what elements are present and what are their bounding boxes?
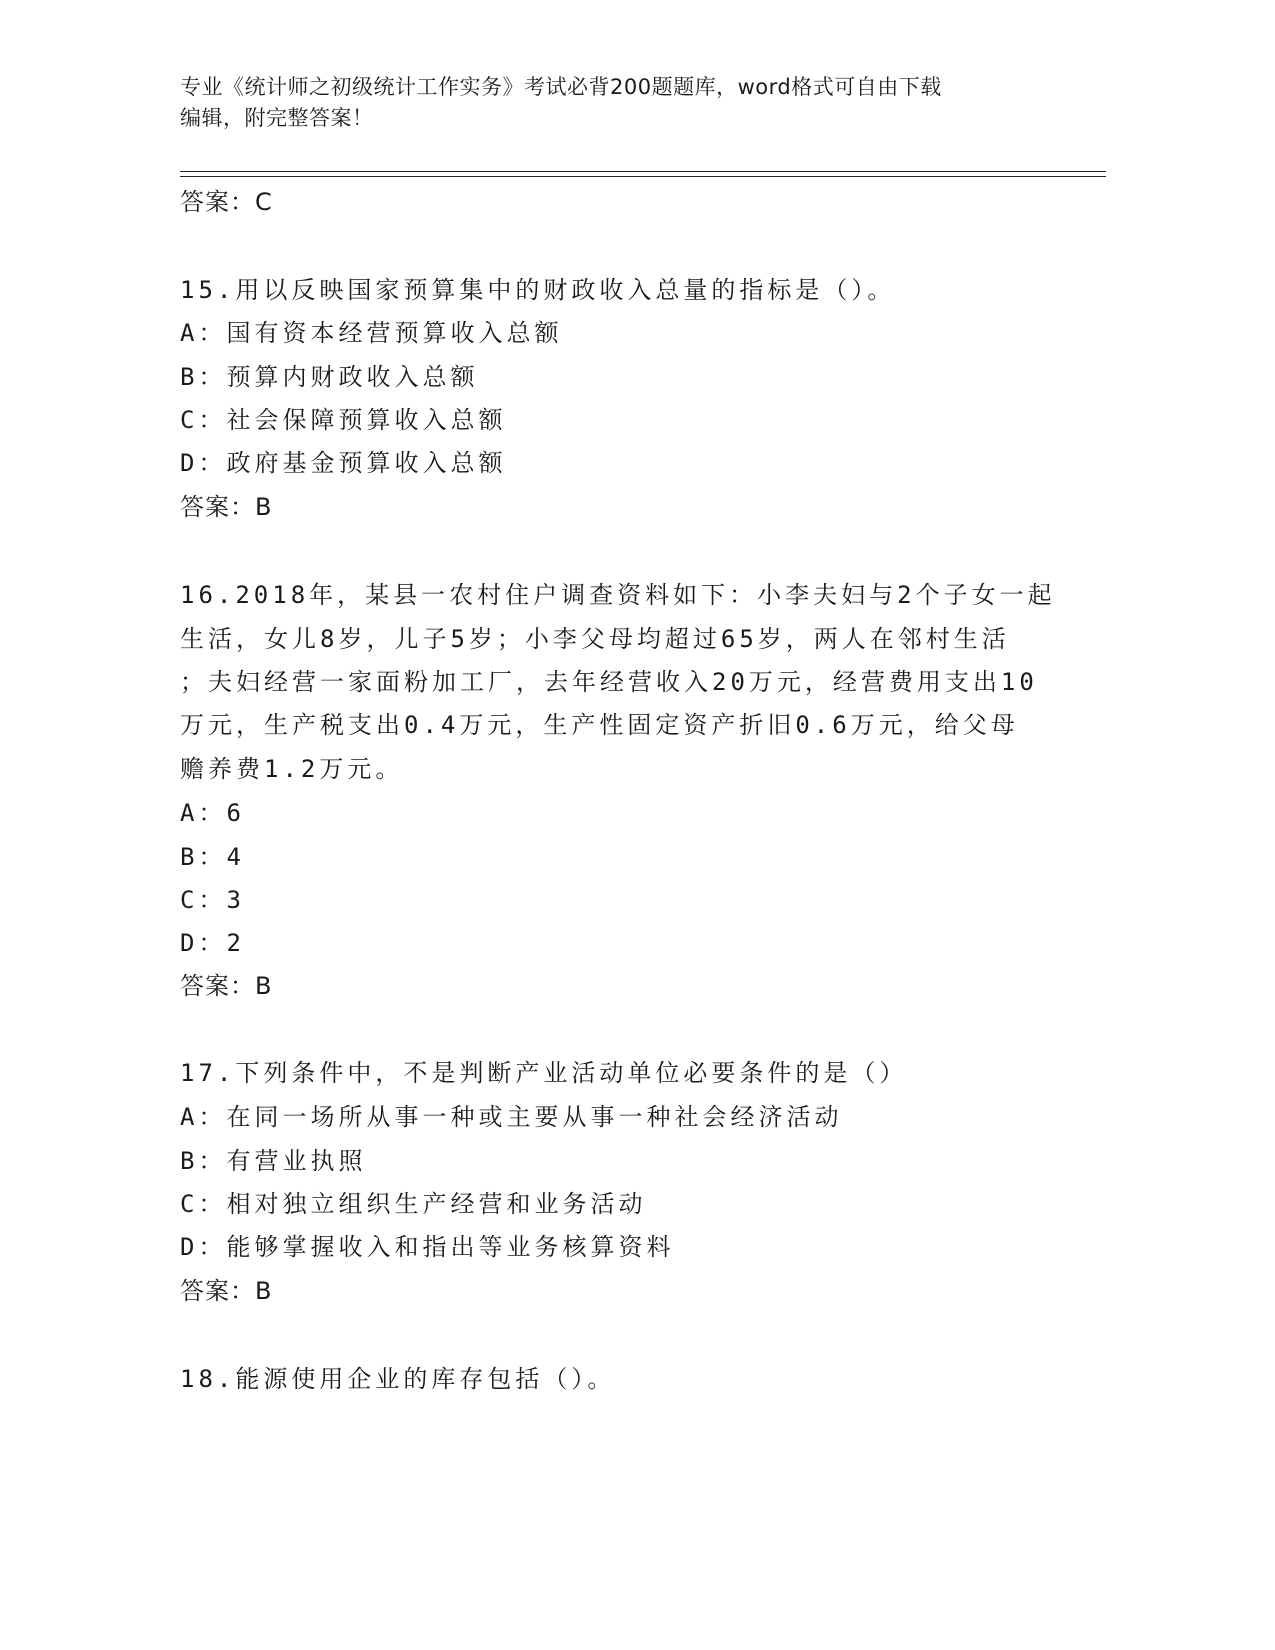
question-16-stem-line-5: 赡养费1.2万元。 — [180, 755, 404, 783]
question-18-stem: 18.能源使用企业的库存包括（）。 — [180, 1365, 616, 1393]
question-15-option-a: A：国有资本经营预算收入总额 — [180, 319, 563, 347]
question-16-answer: 答案：B — [180, 972, 273, 1000]
question-15-option-d: D：政府基金预算收入总额 — [180, 449, 507, 477]
question-15-option-c: C：社会保障预算收入总额 — [180, 406, 507, 434]
question-16-option-c: C：3 — [180, 886, 245, 914]
header-divider-top — [180, 171, 1106, 172]
question-17-option-c: C：相对独立组织生产经营和业务活动 — [180, 1190, 647, 1218]
question-16-stem-line-4: 万元，生产税支出0.4万元，生产性固定资产折旧0.6万元，给父母 — [180, 711, 1019, 739]
question-17-option-a: A：在同一场所从事一种或主要从事一种社会经济活动 — [180, 1103, 843, 1131]
question-16-option-a: A：6 — [180, 799, 245, 827]
document-header — [180, 72, 1040, 134]
question-17-option-b: B：有营业执照 — [180, 1147, 367, 1175]
previous-answer: 答案：C — [180, 188, 273, 216]
header-line-2: 编辑，附完整答案！ — [180, 106, 374, 130]
question-17-stem: 17.下列条件中，不是判断产业活动单位必要条件的是（） — [180, 1059, 908, 1087]
question-15-option-b: B：预算内财政收入总额 — [180, 363, 479, 391]
question-16-stem-line-3: ；夫妇经营一家面粉加工厂，去年经营收入20万元，经营费用支出10 — [180, 668, 1038, 696]
question-16-option-d: D：2 — [180, 929, 245, 957]
header-line-1: 专业《统计师之初级统计工作实务》考试必背200题题库，word格式可自由下载 — [180, 75, 942, 99]
header-divider-bottom — [180, 176, 1106, 177]
question-17-option-d: D：能够掌握收入和指出等业务核算资料 — [180, 1233, 675, 1261]
question-15-answer: 答案：B — [180, 493, 273, 521]
question-16-stem-line-1: 16.2018年，某县一农村住户调查资料如下：小李夫妇与2个子女一起 — [180, 581, 1056, 609]
question-15-stem: 15.用以反映国家预算集中的财政收入总量的指标是（）。 — [180, 276, 896, 304]
question-16-option-b: B：4 — [180, 843, 245, 871]
question-16-stem-line-2: 生活，女儿8岁，儿子5岁；小李父母均超过65岁，两人在邻村生活 — [180, 625, 1010, 653]
question-17-answer: 答案：B — [180, 1277, 273, 1305]
